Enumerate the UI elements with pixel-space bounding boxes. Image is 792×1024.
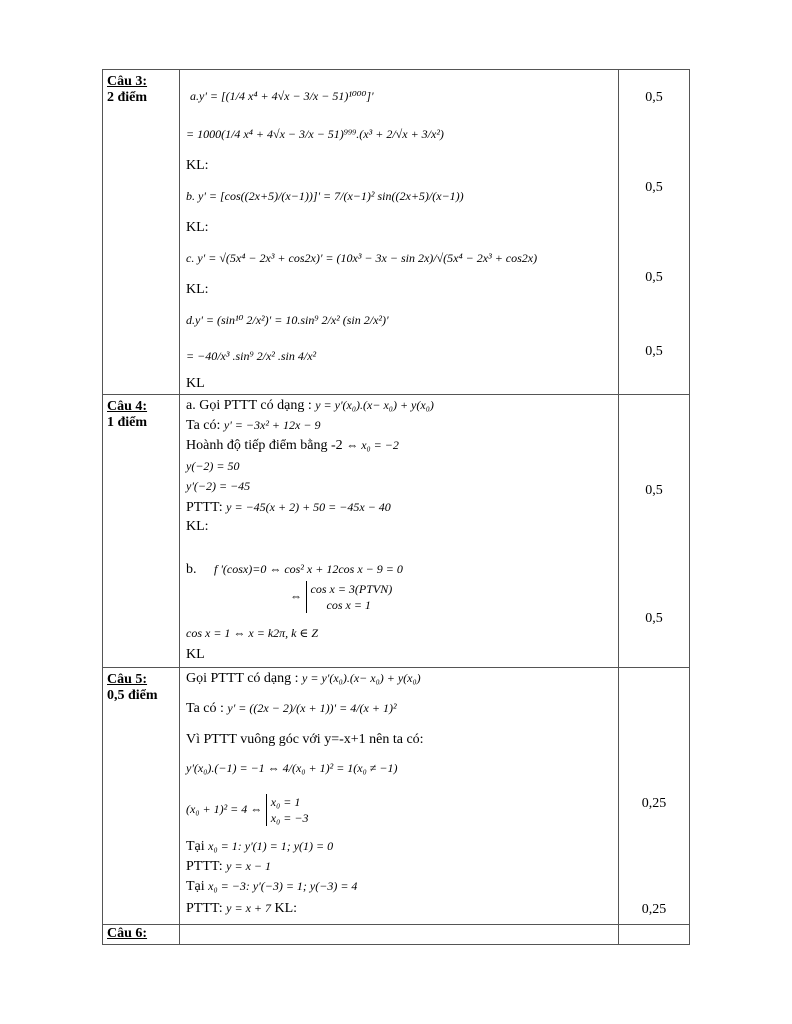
- q3-line-a1: a.y' = [(1/4 x⁴ + 4√x − 3/x − 51)¹⁰⁰⁰]': [190, 89, 374, 103]
- q5-line-6: Tại x₀ = 1: y'(1) = 1; y(1) = 0: [186, 839, 334, 854]
- q3-line-d2: = −40/x³ .sin⁹ 2/x² .sin 4/x²: [186, 349, 317, 363]
- score-value: 0,5: [645, 270, 663, 285]
- q5-line-7: PTTT: y = x − 1: [186, 859, 271, 874]
- q3-kl-1: KL:: [186, 158, 209, 173]
- q4-line-2: Ta có: y' = −3x² + 12x − 9: [186, 418, 321, 433]
- score-value: 0,5: [645, 344, 663, 359]
- score-cell: [619, 925, 690, 945]
- q5-line-1: Gọi PTTT có dạng : y = y'(x₀).(x− x₀) + y(x₀): [186, 671, 421, 686]
- row-cau-5: [103, 668, 690, 925]
- q3-line-c1: c. y' = √(5x⁴ − 2x³ + cos2x)' = (10x³ − 3x − sin 2x)/√(5x⁴ − 2x³ + cos2x): [186, 251, 538, 265]
- q5-line-2: Ta có : y' = ((2x − 2)/(x + 1))' = 4/(x + 1)²: [186, 701, 397, 716]
- q4-line-6: PTTT: y = −45(x + 2) + 50 = −45x − 40: [186, 500, 391, 515]
- q4-line-b: b. f '(cosx)=0 ⇔ cos² x + 12cos x − 9 = 0: [186, 562, 403, 577]
- score-cell: [619, 70, 690, 395]
- question-points: 1 điểm: [107, 415, 148, 430]
- q4-line-4: y(−2) = 50: [186, 459, 240, 473]
- score-value: 0,25: [641, 796, 667, 811]
- score-value: 0,25: [641, 902, 667, 917]
- score-cell: [619, 395, 690, 668]
- question-cell: [103, 395, 180, 668]
- question-title: Câu 4:: [107, 399, 148, 414]
- score-value: 0,5: [645, 483, 663, 498]
- question-cell: [103, 70, 180, 395]
- score-value: 0,5: [645, 611, 663, 626]
- q4-line-3: Hoành độ tiếp điểm bằng -2 ⇔ x₀ = −2: [186, 438, 399, 453]
- solution-cell: [180, 668, 619, 925]
- question-points: 2 điểm: [107, 90, 148, 105]
- question-title: Câu 6:: [107, 926, 148, 941]
- q3-line-d1: d.y' = (sin¹⁰ 2/x²)' = 10.sin⁹ 2/x² (sin 2/x²)': [186, 313, 389, 327]
- solution-cell: [180, 70, 619, 395]
- q5-line-5: (x₀ + 1)² = 4 ⇔ x₀ = 1 x₀ = −3: [186, 795, 309, 825]
- score-value: 0,5: [645, 90, 663, 105]
- q4-system: ⇔ cos x = 3(PTVN) cos x = 1: [290, 582, 393, 612]
- row-cau-4: [103, 395, 690, 668]
- question-title: Câu 5:: [107, 672, 148, 687]
- solution-cell: [180, 925, 619, 945]
- score-cell: [619, 668, 690, 925]
- q4-kl: KL:: [186, 519, 209, 534]
- q3-kl-2: KL:: [186, 220, 209, 235]
- q4-kl-2: KL: [186, 647, 205, 662]
- score-value: 0,5: [645, 180, 663, 195]
- question-title: Câu 3:: [107, 74, 148, 89]
- q5-line-3: Vì PTTT vuông góc với y=-x+1 nên ta có:: [186, 732, 424, 747]
- q5-line-9: PTTT: y = x + 7 KL:: [186, 901, 298, 916]
- answer-table: [102, 69, 690, 945]
- question-points: 0,5 điểm: [107, 688, 158, 703]
- q3-line-a2: = 1000(1/4 x⁴ + 4√x − 3/x − 51)⁹⁹⁹.(x³ + 2/√x + 3/x²): [186, 127, 444, 141]
- q3-line-b1: b. y' = [cos((2x+5)/(x−1))]' = 7/(x−1)² sin((2x+5)/(x−1)): [186, 189, 464, 203]
- q3-kl-3: KL:: [186, 282, 209, 297]
- question-cell: [103, 668, 180, 925]
- solution-cell: [180, 395, 619, 668]
- q5-line-8: Tại x₀ = −3: y'(−3) = 1; y(−3) = 4: [186, 879, 358, 894]
- q4-line-1: a. Gọi PTTT có dạng : y = y'(x₀).(x− x₀) + y(x₀): [186, 398, 434, 413]
- row-cau-3: [103, 70, 690, 395]
- q3-kl-4: KL: [186, 376, 205, 391]
- q4-line-5: y'(−2) = −45: [186, 479, 251, 493]
- row-cau-6: [103, 925, 690, 945]
- q5-line-4: y'(x₀).(−1) = −1 ⇔ 4/(x₀ + 1)² = 1(x₀ ≠ −1): [186, 761, 398, 775]
- question-cell: [103, 925, 180, 945]
- q4-line-10: cos x = 1 ⇔ x = k2π, k ∈ Z: [186, 626, 319, 640]
